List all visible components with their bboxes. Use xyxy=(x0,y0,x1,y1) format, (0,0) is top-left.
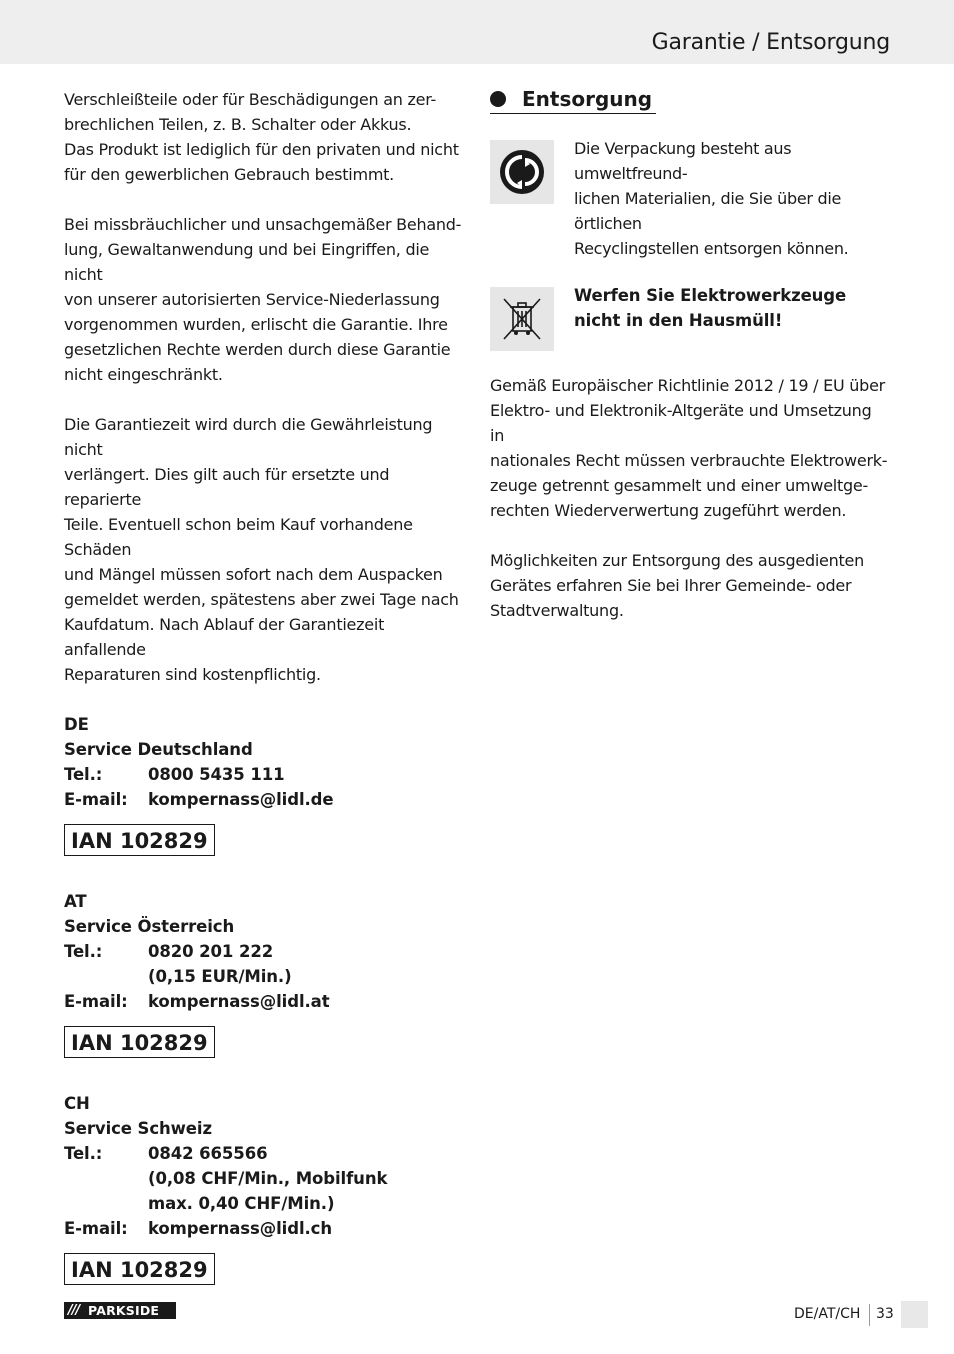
bullet-icon xyxy=(490,91,506,107)
right-column xyxy=(490,87,890,623)
email-label: E-mail: xyxy=(64,992,128,1011)
email-value: kompernass@lidl.at xyxy=(148,992,330,1011)
packaging-note xyxy=(490,140,890,261)
disposal-paragraph-2: Möglichkeiten zur Entsorgung des ausgedienten Gerätes erfahren Sie bei Ihrer Gemeinde- oder Stadtverwaltung. xyxy=(490,551,865,620)
ian-box: IAN 102829 xyxy=(64,1026,215,1058)
tel-value: 0842 665566 (0,08 CHF/Min., Mobilfunk max. 0,40 CHF/Min.) xyxy=(148,1144,388,1213)
tel-label: Tel.: xyxy=(64,942,103,961)
disposal-paragraph-1: Gemäß Europäischer Richtlinie 2012 / 19 / EU über Elektro- und Elektronik-Altgeräte und Umsetzung in nationales Recht müssen verbrauchte Elektrowerk- zeuge getrennt gesammelt und einer umweltge- rechten Wiederverwertung zugeführt werden. xyxy=(490,376,888,520)
page-tab xyxy=(901,1301,928,1328)
green-dot-recycling-icon xyxy=(490,140,554,204)
page-title: Garantie / Entsorgung xyxy=(651,30,890,55)
warranty-paragraph-3: Die Garantiezeit wird durch die Gewährleistung nicht verlängert. Dies gilt auch für ersetzte und reparierte Teile. Eventuell schon beim Kauf vorhandene Schäden und Mängel müssen sofort nach dem Auspacken gemeldet werden, spätestens aber zwei Tage nach Kaufdatum. Nach Ablauf der Garantiezeit anfallende Reparaturen sind kostenpflichtig. xyxy=(64,415,459,684)
logo-text: PARKSIDE xyxy=(88,1303,160,1318)
contact-ch xyxy=(64,1091,468,1241)
language-codes: DE/AT/CH xyxy=(794,1306,861,1322)
crossed-out-bin-icon xyxy=(490,287,554,351)
email-label: E-mail: xyxy=(64,1219,128,1238)
country-code: AT xyxy=(64,892,87,911)
email-value: kompernass@lidl.de xyxy=(148,790,334,809)
tel-value: 0800 5435 111 xyxy=(148,765,285,784)
packaging-text: Die Verpackung besteht aus umweltfreund- lichen Materialien, die Sie über die örtlichen Recyclingstellen entsorgen können. xyxy=(574,139,849,258)
service-name: Service Österreich xyxy=(64,917,235,936)
page-number: 33 xyxy=(876,1306,894,1322)
footer-divider xyxy=(869,1304,870,1326)
ian-box: IAN 102829 xyxy=(64,1253,215,1285)
left-column xyxy=(64,87,468,1285)
section-heading xyxy=(490,87,656,114)
logo-mark: /// xyxy=(68,1303,80,1318)
tel-value: 0820 201 222 (0,15 EUR/Min.) xyxy=(148,942,292,986)
email-value: kompernass@lidl.ch xyxy=(148,1219,332,1238)
email-label: E-mail: xyxy=(64,790,128,809)
tel-label: Tel.: xyxy=(64,1144,103,1163)
warranty-paragraph-1: Verschleißteile oder für Beschädigungen an zer- brechlichen Teilen, z. B. Schalter oder Akkus. Das Produkt ist lediglich für den privaten und nicht für den gewerblichen Gebrauch bestimmt. xyxy=(64,90,459,184)
service-name: Service Deutschland xyxy=(64,740,253,759)
country-code: DE xyxy=(64,715,89,734)
section-title: Entsorgung xyxy=(522,87,653,111)
warranty-paragraph-2: Bei missbräuchlicher und unsachgemäßer Behand- lung, Gewaltanwendung und bei Eingriffen, die nicht von unserer autorisierten Service-Niederlassung vorgenommen wurden, erlischt die Garantie. Ihre gesetzlichen Rechte werden durch diese Garantie nicht eingeschränkt. xyxy=(64,215,462,384)
ian-box: IAN 102829 xyxy=(64,824,215,856)
parkside-logo xyxy=(64,1302,176,1319)
weee-warning: Werfen Sie Elektrowerkzeuge nicht in den Hausmüll! xyxy=(574,286,847,330)
contact-at xyxy=(64,889,468,1014)
service-name: Service Schweiz xyxy=(64,1119,212,1138)
tel-label: Tel.: xyxy=(64,765,103,784)
country-code: CH xyxy=(64,1094,90,1113)
weee-note xyxy=(490,287,890,351)
contact-de xyxy=(64,712,468,812)
